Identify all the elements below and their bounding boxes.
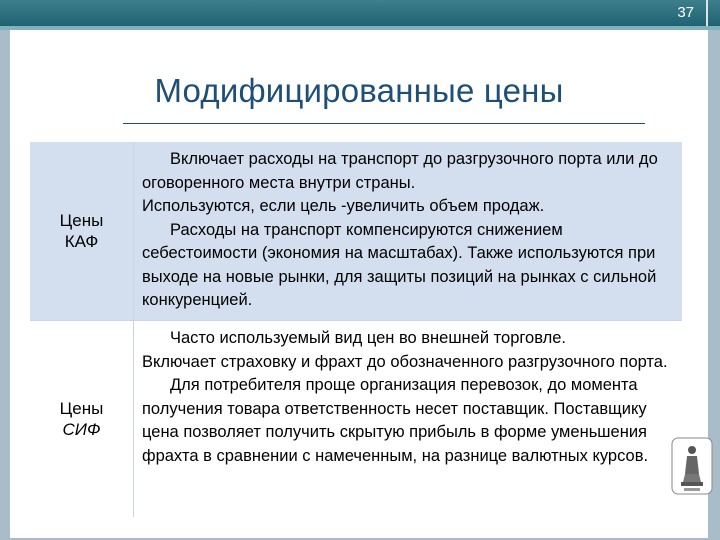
sif-paragraph-1: Часто используемый вид цен во внешней торговле. bbox=[170, 329, 567, 347]
row-description-sif bbox=[134, 321, 682, 517]
row-label-kaf-line2: КАФ bbox=[64, 232, 99, 251]
table-row-sif bbox=[30, 320, 682, 517]
slide-canvas bbox=[10, 30, 708, 538]
row-label-sif-line2: СИФ bbox=[62, 420, 101, 439]
row-label-kaf-line1: Цены bbox=[59, 211, 104, 230]
slide-number: 37 bbox=[677, 4, 694, 21]
kaf-paragraph-2: Используются, если цель -увеличить объем продаж. bbox=[142, 197, 545, 215]
kaf-paragraph-3: Расходы на транспорт компенсируются снижением себестоимости (экономия на масштабах). Также используются при выходе на новые рынки, для защиты позиций на рынках с сильной конкуренцией. bbox=[142, 220, 657, 309]
row-label-sif bbox=[30, 321, 134, 517]
top-bar bbox=[0, 0, 720, 26]
kaf-paragraph-1: Включает расходы на транспорт до разгрузочного порта или до оговоренного места внутри страны. bbox=[142, 150, 658, 192]
sif-paragraph-3: Для потребителя проще организация перевозок, до момента получения товара ответственность несет поставщик. Поставщику цена позволяет получить скрытую прибыль в форме уменьшения фрахта в сравнении с намеченным, на разнице валютных курсов. bbox=[142, 376, 649, 465]
sif-paragraph-2: Включает страховку и фрахт до обозначенного разгрузочного порта. bbox=[142, 352, 668, 371]
table-row-kaf bbox=[30, 142, 682, 320]
row-label-kaf bbox=[30, 142, 134, 320]
price-table bbox=[30, 142, 682, 516]
row-description-kaf bbox=[134, 142, 682, 320]
title-underline bbox=[123, 123, 645, 124]
slide-title: Модифицированные цены bbox=[154, 72, 564, 109]
university-statue-logo-icon bbox=[670, 436, 714, 496]
row-label-sif-line1: Цены bbox=[59, 399, 104, 418]
